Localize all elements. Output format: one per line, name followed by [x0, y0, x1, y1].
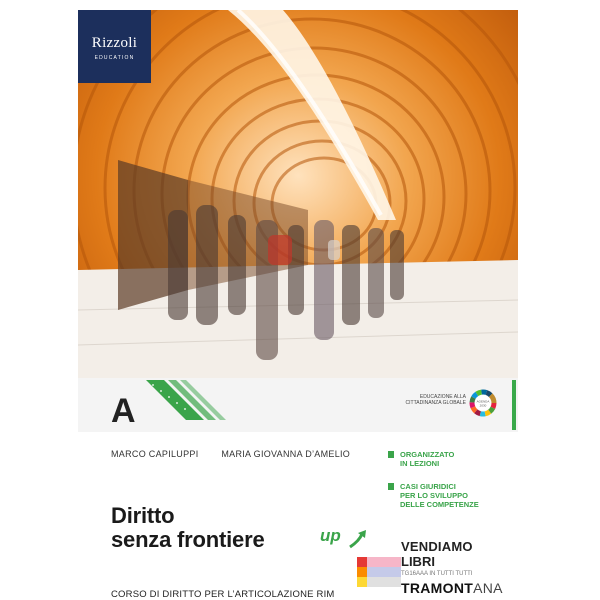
sdg-wheel-text-2: 2030	[479, 403, 487, 408]
sticker-brand-b: ANA	[473, 580, 503, 596]
sticker-ghost: IN TUTTI TUTTI	[429, 571, 473, 577]
seller-sticker	[357, 537, 517, 600]
bullet-1-line-1: ORGANIZZATO	[400, 450, 455, 459]
sdg-wheel-icon	[468, 388, 498, 418]
feature-bullets	[388, 450, 518, 523]
sticker-line-1: VENDIAMO	[401, 539, 473, 554]
sdg-label: EDUCAZIONE ALLA CITTADINANZA GLOBALE	[405, 394, 466, 406]
cover-photo	[78, 10, 518, 378]
color-blocks	[357, 557, 401, 587]
sticker-line-2: LIBRI	[401, 554, 435, 569]
sticker-brand	[401, 580, 503, 596]
book-subtitle: CORSO DI DIRITTO PER L’ARTICOLAZIONE RIM	[111, 589, 335, 600]
bullet-1-line-2: IN LEZIONI	[400, 459, 440, 468]
author-2: MARIA GIOVANNA D’AMELIO	[221, 449, 351, 459]
sticker-code: TG16AAA	[401, 571, 428, 577]
bullet-marker-icon	[388, 451, 394, 458]
publisher-sub: EDUCATION	[94, 55, 135, 61]
sticker-small-text	[401, 571, 472, 577]
volume-letter: A	[111, 392, 136, 430]
authors	[111, 449, 370, 459]
bullet-2-line-3: DELLE COMPETENZE	[400, 500, 479, 509]
publisher-name: Rizzoli	[91, 35, 138, 51]
publisher-logo	[78, 10, 151, 83]
title-line-2: senza frontiere	[111, 527, 265, 552]
feature-bullet	[388, 482, 518, 509]
stripe-accent-bar	[512, 380, 516, 430]
book-title	[111, 504, 265, 552]
sticker-brand-a: TRAMONT	[401, 580, 474, 596]
bullet-2-line-2: PER LO SVILUPPO	[400, 491, 468, 500]
bullet-2-line-1: CASI GIURIDICI	[400, 482, 456, 491]
sdg-wheel-text-1: AGENDA	[476, 399, 490, 404]
stripe-pattern	[146, 380, 226, 430]
feature-bullet	[388, 450, 518, 468]
author-1: MARCO CAPILUPPI	[111, 449, 199, 459]
edition-mark: up	[320, 526, 341, 545]
title-line-1: Diritto	[111, 503, 175, 528]
bullet-marker-icon	[388, 483, 394, 490]
book-cover	[78, 10, 518, 600]
